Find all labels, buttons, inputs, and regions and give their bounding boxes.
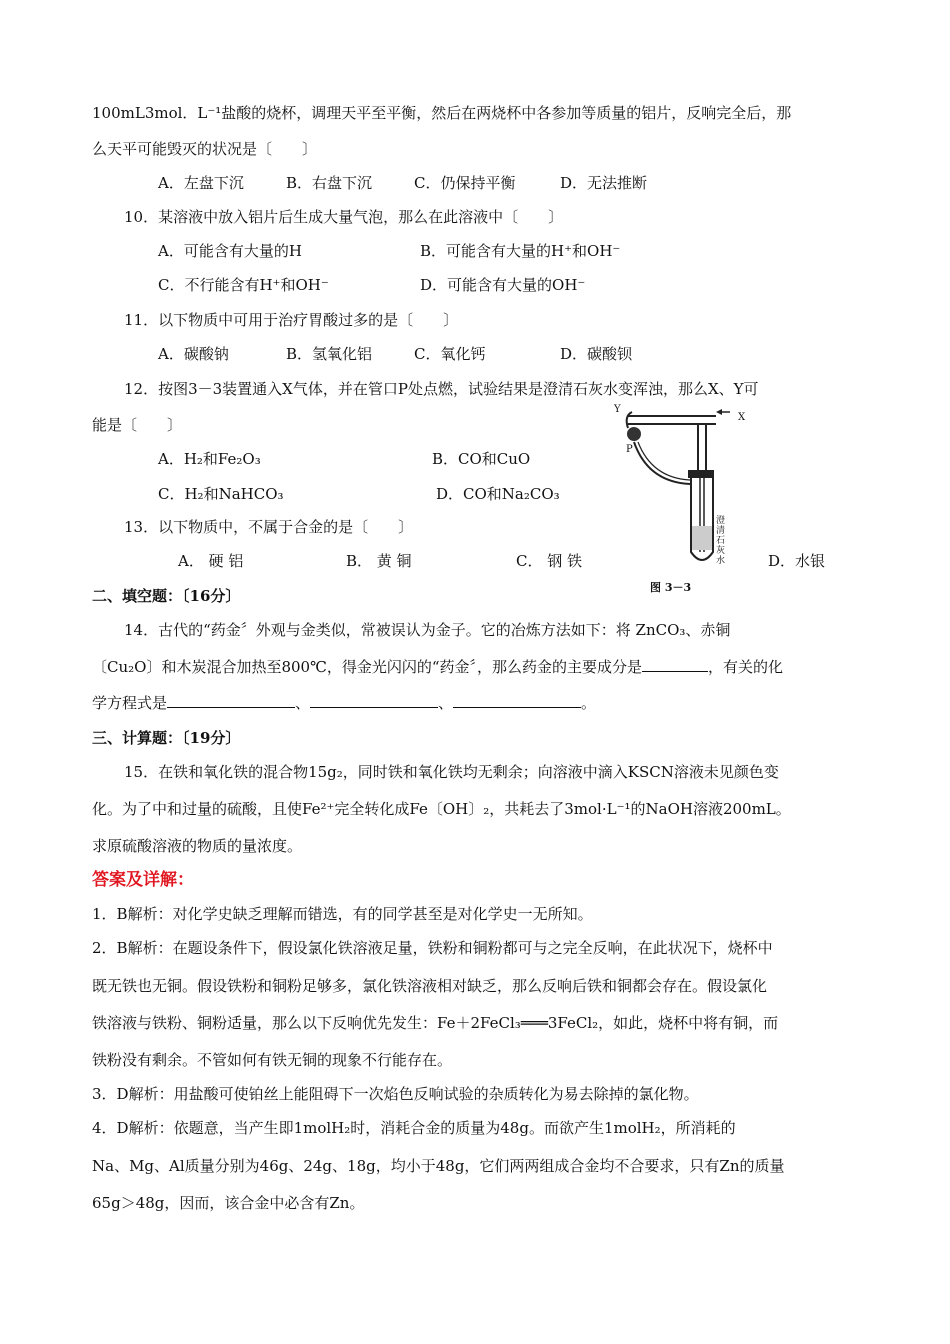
q15-line-2: 化。为了中和过量的硫酸，且使Fe²⁺完全转化成Fe〔OH〕₂，共耗去了3mol·L⁻¹的NaOH溶液200mL。 — [92, 800, 791, 818]
q9-option-d: D．无法推断 — [560, 174, 648, 192]
q14-blank-2[interactable] — [167, 693, 295, 708]
figure-caption: 图 3－3 — [650, 581, 692, 594]
q14-line-3 — [92, 693, 596, 713]
answer-1: 1．B解析：对化学史缺乏理解而错选，有的同学甚至是对化学史一无所知。 — [92, 905, 593, 923]
q12-option-a: A．H₂和Fe₂O₃ — [158, 450, 261, 468]
answer-2-line-4: 铁粉没有剩余。不管如何有铁无铜的现象不行能存在。 — [92, 1051, 453, 1069]
section-2-heading: 二、填空题：〔16分〕 — [92, 587, 241, 605]
q10-option-d: D．可能含有大量的OH⁻ — [420, 276, 586, 294]
q14-line-3-text: 学方程式是 — [92, 694, 168, 712]
q14-line-2 — [92, 657, 783, 677]
label-y: Y — [614, 404, 621, 415]
q14-sep-2: 、 — [438, 694, 454, 712]
answers-heading: 答案及详解： — [92, 870, 194, 890]
q11-option-b: B．氢氧化铝 — [286, 345, 373, 363]
q12-option-b: B．CO和CuO — [432, 450, 531, 468]
q13-option-b: B． 黄 铜 — [346, 552, 412, 570]
q15-line-3: 求原硫酸溶液的物质的量浓度。 — [92, 837, 303, 855]
q12-line-1: 12．按图3－3装置通入X气体，并在管口P处点燃，试验结果是澄清石灰水变浑浊，那么X、Y可 — [124, 380, 759, 398]
answer-3: 3．D解析：用盐酸可使铂丝上能阻碍下一次焰色反响试验的杂质转化为易去除掉的氯化物。 — [92, 1085, 699, 1103]
q9-option-c: C．仍保持平衡 — [414, 174, 516, 192]
answer-2-line-1: 2．B解析：在题设条件下，假设氯化铁溶液足量，铁粉和铜粉都可与之完全反响，在此状况下，烧杯中 — [92, 939, 773, 957]
q14-blank-1[interactable] — [642, 657, 708, 672]
q12-option-d: D．CO和Na₂CO₃ — [436, 485, 560, 503]
q14-end: 。 — [581, 694, 597, 712]
apparatus-figure — [598, 402, 748, 592]
answer-2-line-2: 既无铁也无铜。假设铁粉和铜粉足够多，氯化铁溶液相对缺乏，那么反响后铁和铜都会存在。假设氯化 — [92, 977, 768, 995]
q11-option-d: D．碳酸钡 — [560, 345, 633, 363]
q9-line-1: 100mL3mol．L⁻¹盐酸的烧杯，调理天平至平衡，然后在两烧杯中各参加等质量的铝片，反响完全后，那 — [92, 104, 792, 122]
q13-option-c: C． 钢 铁 — [516, 552, 583, 570]
q13-stem: 13．以下物质中，不属于合金的是〔 〕 — [124, 518, 414, 536]
q11-option-c: C．氧化钙 — [414, 345, 486, 363]
section-3-heading: 三、计算题：〔19分〕 — [92, 729, 241, 747]
q13-option-d: D．水银 — [768, 552, 826, 570]
q12-line-2: 能是〔 〕 — [92, 416, 183, 434]
q13-option-a: A． 硬 铝 — [178, 552, 244, 570]
q14-line-2-text: 〔Cu₂O〕和木炭混合加热至800℃，得金光闪闪的“药金〞，那么药金的主要成分是 — [92, 658, 643, 676]
tube-label: 澄清石灰水 — [716, 516, 726, 566]
q14-sep-1: 、 — [295, 694, 311, 712]
q9-option-b: B．右盘下沉 — [286, 174, 373, 192]
q10-option-b: B．可能含有大量的H⁺和OH⁻ — [420, 242, 621, 260]
q10-option-c: C．不行能含有H⁺和OH⁻ — [158, 276, 329, 294]
q15-line-1: 15．在铁和氧化铁的混合物15g₂，同时铁和氧化铁均无剩余；向溶液中滴入KSCN溶液未见颜色变 — [124, 763, 779, 781]
q12-option-c: C．H₂和NaHCO₃ — [158, 485, 284, 503]
label-p: P — [626, 444, 633, 455]
q11-option-a: A．碳酸钠 — [158, 345, 229, 363]
q14-blank-4[interactable] — [453, 693, 581, 708]
answer-2-line-3: 铁溶液与铁粉、铜粉适量，那么以下反响优先发生：Fe＋2FeCl₃═══3FeCl₂，如此，烧杯中将有铜，而 — [92, 1014, 779, 1032]
q9-line-2: 么天平可能毁灭的状况是〔 〕 — [92, 140, 318, 158]
q9-option-a: A．左盘下沉 — [158, 174, 244, 192]
q11-stem: 11．以下物质中可用于治疗胃酸过多的是〔 〕 — [124, 311, 459, 329]
answer-4-line-2: Na、Mg、Al质量分别为46g、24g、18g，均小于48g，它们两两组成合金均不合要求，只有Zn的质量 — [92, 1157, 785, 1175]
q14-line-2-end: ，有关的化 — [708, 658, 784, 676]
answer-4-line-1: 4．D解析：依题意，当产生即1molH₂时，消耗合金的质量为48g。而欲产生1molH₂，所消耗的 — [92, 1119, 736, 1137]
q10-option-a: A．可能含有大量的H — [158, 242, 302, 260]
label-x: X — [738, 412, 746, 423]
q14-blank-3[interactable] — [310, 693, 438, 708]
q10-stem: 10．某溶液中放入铝片后生成大量气泡，那么在此溶液中〔 〕 — [124, 208, 564, 226]
answer-4-line-3: 65g＞48g，因而，该合金中必含有Zn。 — [92, 1194, 365, 1212]
q14-line-1: 14．古代的“药金〞外观与金类似，常被误认为金子。它的冶炼方法如下：将 ZnCO₃、赤铜 — [124, 621, 731, 639]
